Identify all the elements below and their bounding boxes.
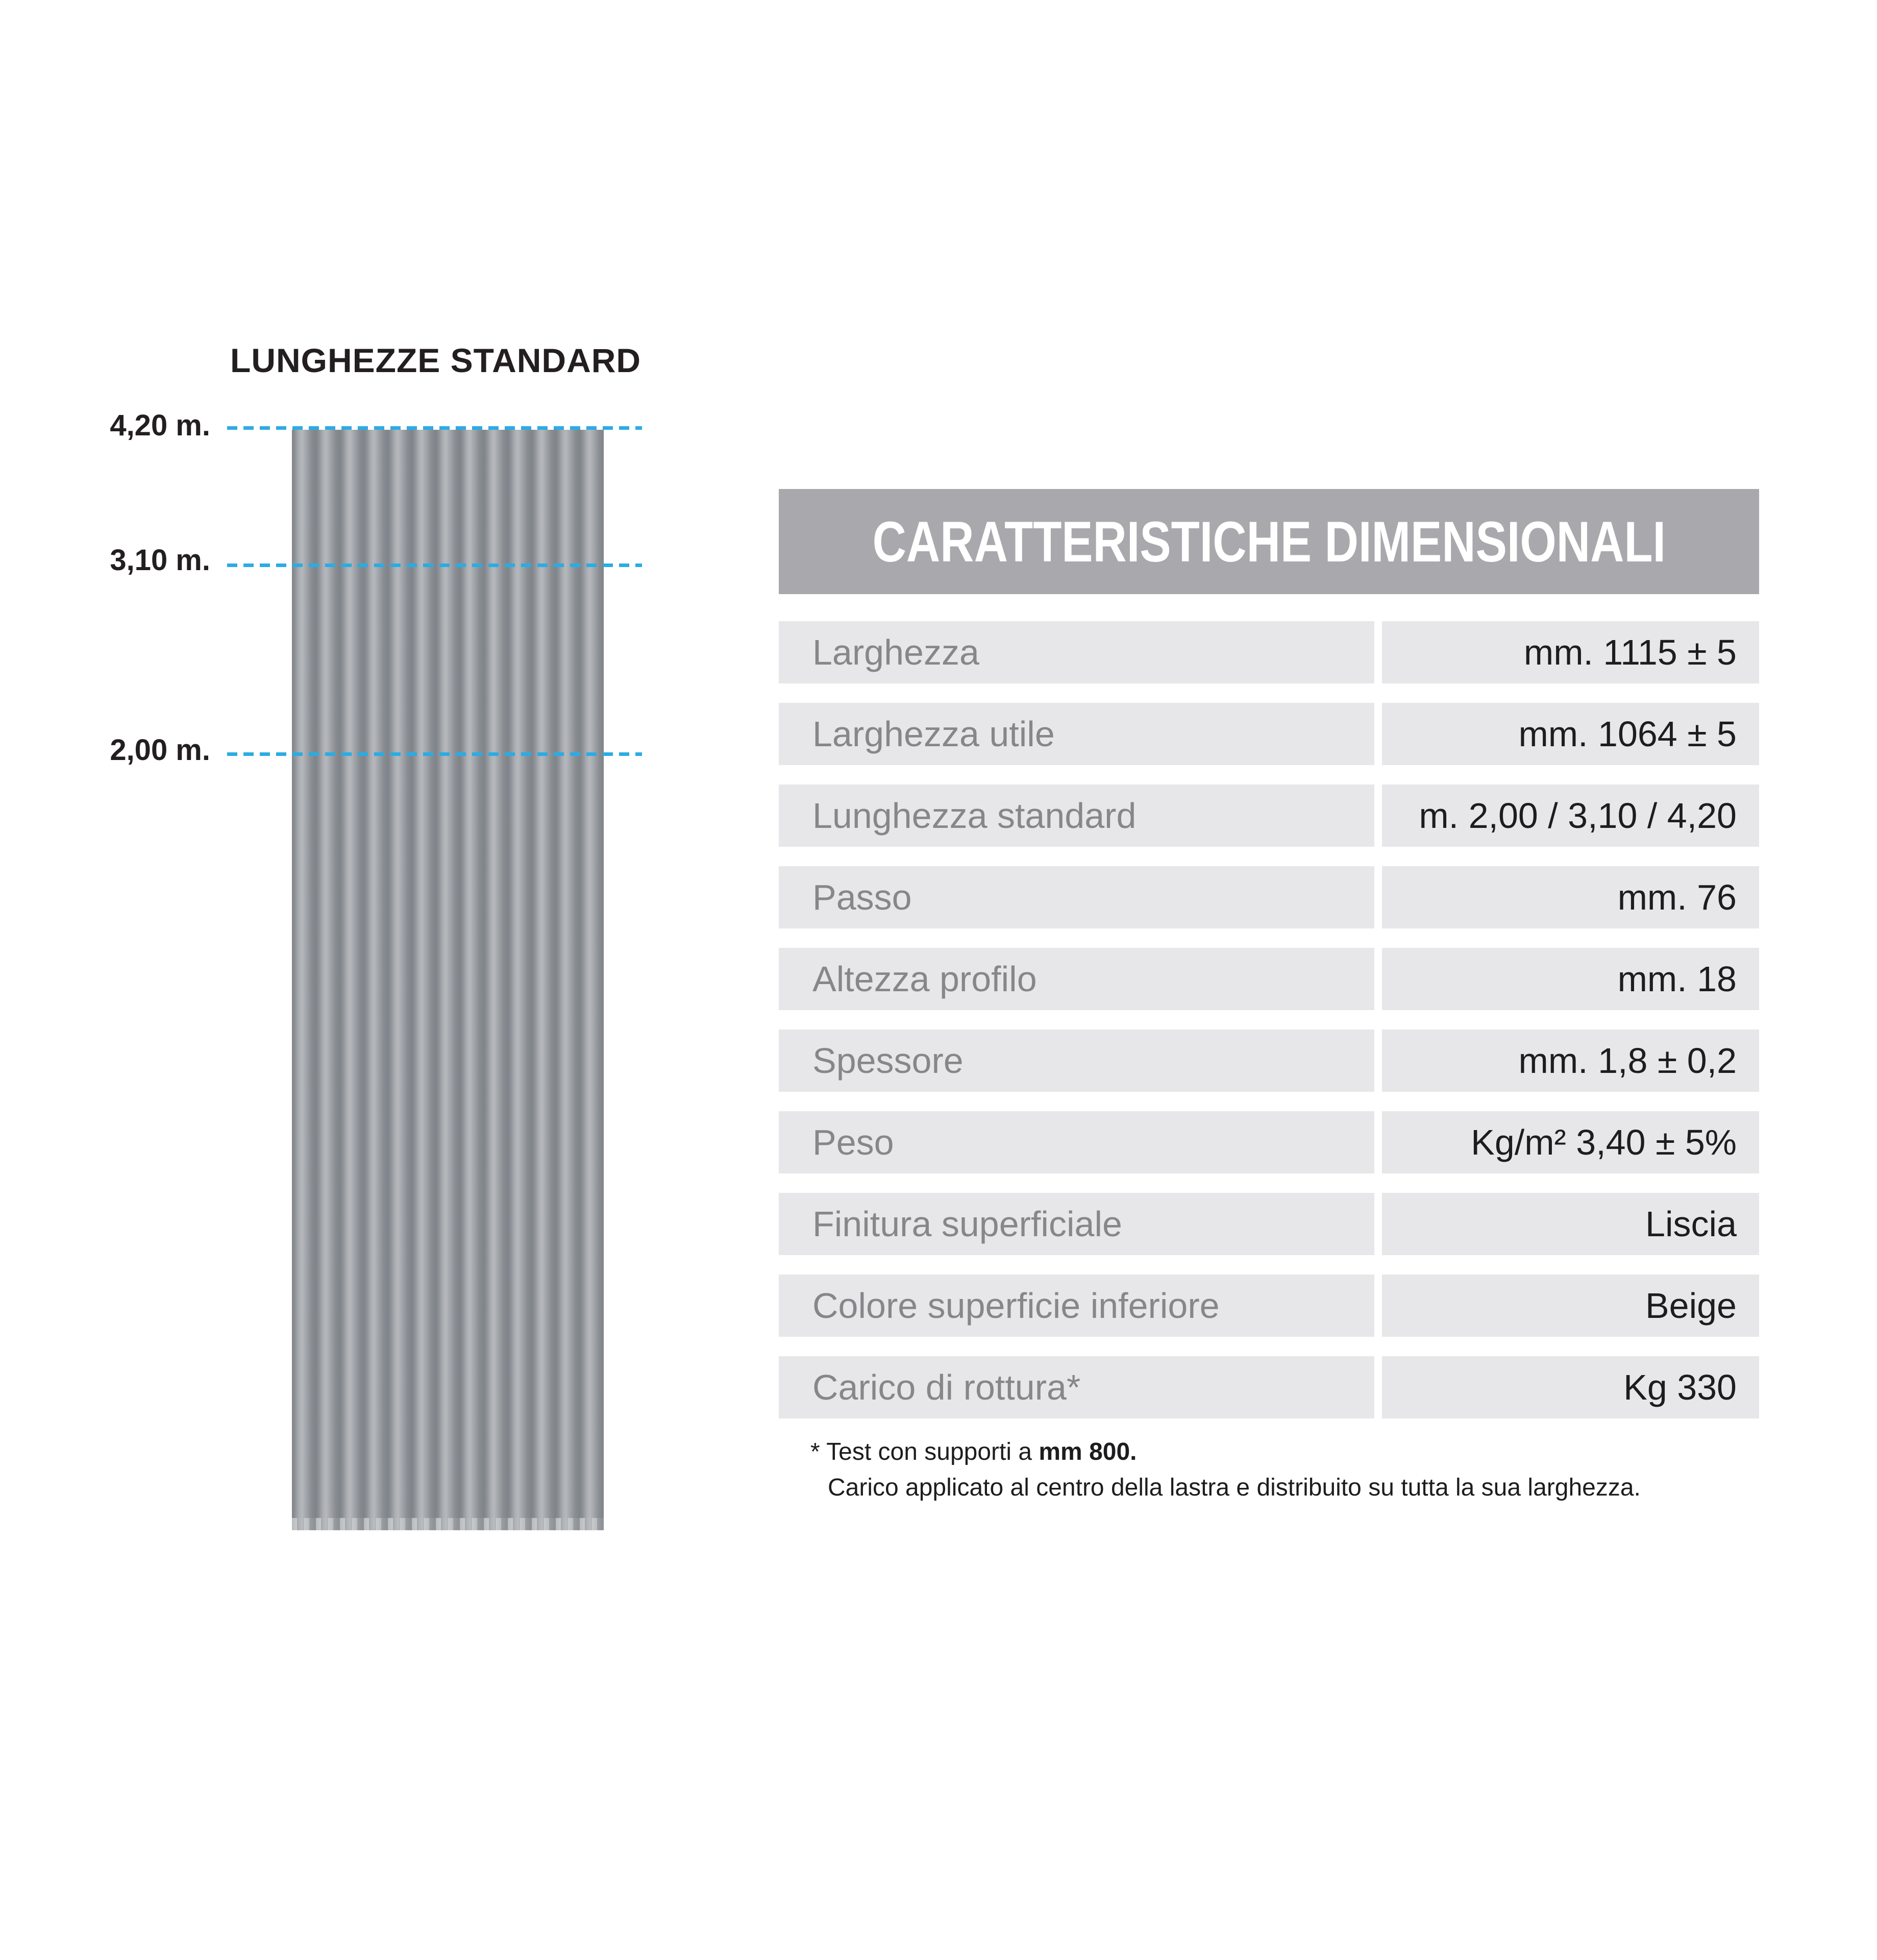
table-row [779,621,1759,683]
row-label: Lunghezza standard [779,785,1374,847]
table-row [779,1193,1759,1255]
table-row [779,1030,1759,1092]
row-label: Larghezza [779,621,1374,683]
length-label-420: 4,20 m. [110,408,210,442]
length-dashed-line-420 [227,426,642,430]
footnote-line1 [810,1434,1641,1470]
row-label: Colore superficie inferiore [779,1275,1374,1337]
length-dashed-line-310 [227,564,642,567]
row-label: Finitura superficiale [779,1193,1374,1255]
footnote [810,1434,1641,1506]
row-value: Kg/m² 3,40 ± 5% [1382,1111,1759,1173]
row-value: m. 2,00 / 3,10 / 4,20 [1382,785,1759,847]
row-label: Passo [779,866,1374,928]
length-label-200: 2,00 m. [110,733,210,767]
row-value: mm. 1064 ± 5 [1382,703,1759,765]
corrugated-sheet-illustration [292,430,604,1530]
length-label-310: 3,10 m. [110,543,210,577]
table-row [779,785,1759,847]
table-row [779,703,1759,765]
footnote-line1-bold: mm 800. [1039,1438,1137,1465]
row-label: Spessore [779,1030,1374,1092]
row-label: Carico di rottura* [779,1356,1374,1418]
table-row [779,1356,1759,1418]
row-value: Kg 330 [1382,1356,1759,1418]
table-row [779,948,1759,1010]
row-value: Beige [1382,1275,1759,1337]
row-label: Larghezza utile [779,703,1374,765]
table-header-bar [779,489,1759,594]
table-title: CARATTERISTICHE DIMENSIONALI [872,509,1666,574]
footnote-line1-prefix: * Test con supporti a [810,1438,1039,1465]
row-label: Altezza profilo [779,948,1374,1010]
row-value: mm. 76 [1382,866,1759,928]
length-dashed-line-200 [227,752,642,756]
row-value: mm. 18 [1382,948,1759,1010]
row-label: Peso [779,1111,1374,1173]
table-row [779,1275,1759,1337]
row-value: mm. 1115 ± 5 [1382,621,1759,683]
footnote-line2: Carico applicato al centro della lastra e distribuito su tutta la sua larghezza. [828,1474,1641,1501]
row-value: mm. 1,8 ± 0,2 [1382,1030,1759,1092]
diagram-title: LUNGHEZZE STANDARD [230,341,641,379]
table-row [779,1111,1759,1173]
spec-table [779,621,1759,1438]
row-value: Liscia [1382,1193,1759,1255]
table-row [779,866,1759,928]
